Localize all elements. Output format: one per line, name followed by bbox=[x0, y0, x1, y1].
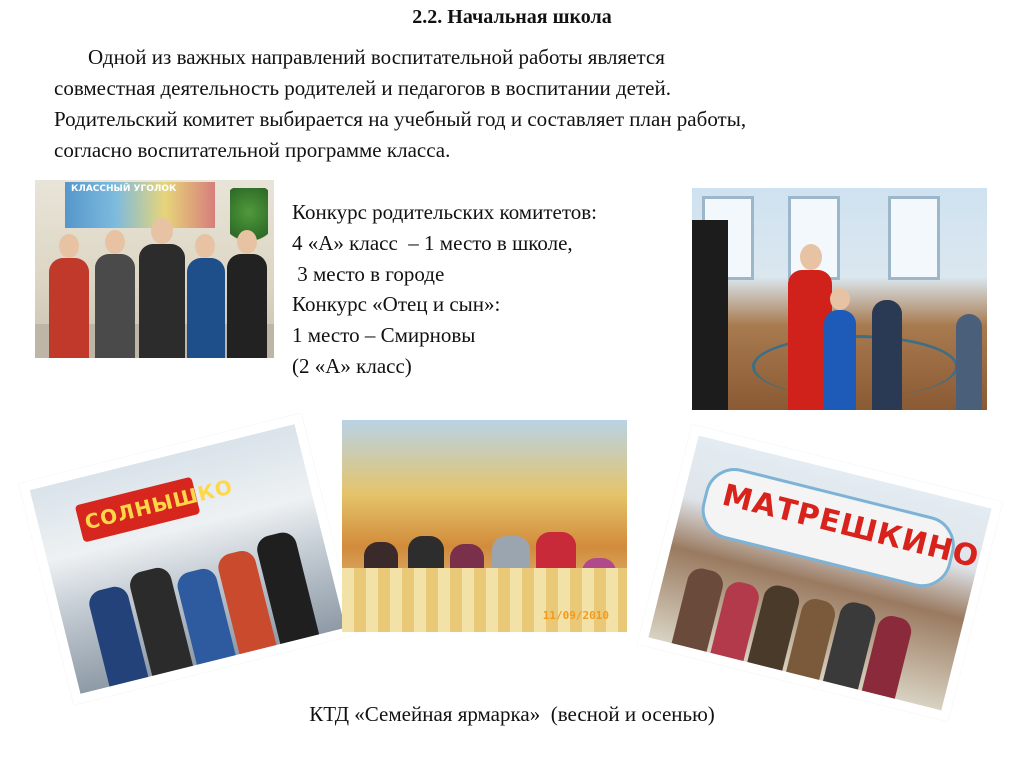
person bbox=[49, 258, 89, 358]
banner-text: СОЛНЫШКО bbox=[82, 474, 236, 535]
awards-line: 1 место – Смирновы bbox=[292, 323, 476, 348]
intro-line: согласно воспитательной программе класса. bbox=[54, 138, 451, 162]
person-head bbox=[195, 234, 215, 258]
person-head bbox=[105, 230, 125, 254]
date-stamp: 11/09/2010 bbox=[542, 609, 609, 622]
people-group bbox=[35, 260, 274, 358]
person bbox=[872, 300, 902, 410]
awards-line: (2 «А» класс) bbox=[292, 353, 412, 378]
class-board-text: КЛАССНЫЙ УГОЛОК bbox=[71, 184, 177, 194]
page-title: 2.2. Начальная школа bbox=[412, 6, 612, 28]
people-group bbox=[53, 516, 346, 694]
person bbox=[692, 220, 728, 410]
person bbox=[824, 310, 856, 410]
intro-line: Одной из важных направлений воспитательной работы является bbox=[88, 45, 665, 69]
person-head bbox=[800, 244, 822, 270]
banner-text: МАТРЕШКИНО bbox=[718, 477, 983, 576]
intro-line: совместная деятельность родителей и педагогов в воспитании детей. bbox=[54, 76, 671, 100]
awards-line: Конкурс родительских комитетов: bbox=[292, 200, 597, 224]
person bbox=[187, 258, 225, 358]
intro-paragraph bbox=[54, 42, 934, 166]
caption-text: КТД «Семейная ярмарка» (весной и осенью) bbox=[309, 702, 715, 726]
awards-line: 4 «А» класс – 1 место в школе, bbox=[292, 230, 573, 255]
father-son-contest-photo bbox=[692, 188, 987, 410]
fair-autumn-photo bbox=[342, 420, 627, 632]
awards-list bbox=[292, 197, 692, 382]
person-head bbox=[59, 234, 79, 258]
awards-line: 3 место в городе bbox=[292, 261, 445, 286]
fair-matryoshkino-photo bbox=[637, 425, 1002, 722]
fair-solnyshko-photo bbox=[19, 413, 357, 705]
person bbox=[227, 254, 267, 358]
fair-table bbox=[342, 568, 627, 632]
person bbox=[139, 244, 185, 358]
intro-line: Родительский комитет выбирается на учебный год и составляет план работы, bbox=[54, 107, 747, 131]
parents-committee-photo bbox=[35, 180, 274, 358]
person-head bbox=[830, 288, 850, 310]
person bbox=[956, 314, 982, 410]
caption bbox=[0, 702, 1024, 727]
person-head bbox=[151, 218, 173, 244]
gym-window bbox=[888, 196, 940, 280]
awards-line: Конкурс «Отец и сын»: bbox=[292, 292, 501, 317]
person bbox=[95, 254, 135, 358]
person-head bbox=[237, 230, 257, 254]
